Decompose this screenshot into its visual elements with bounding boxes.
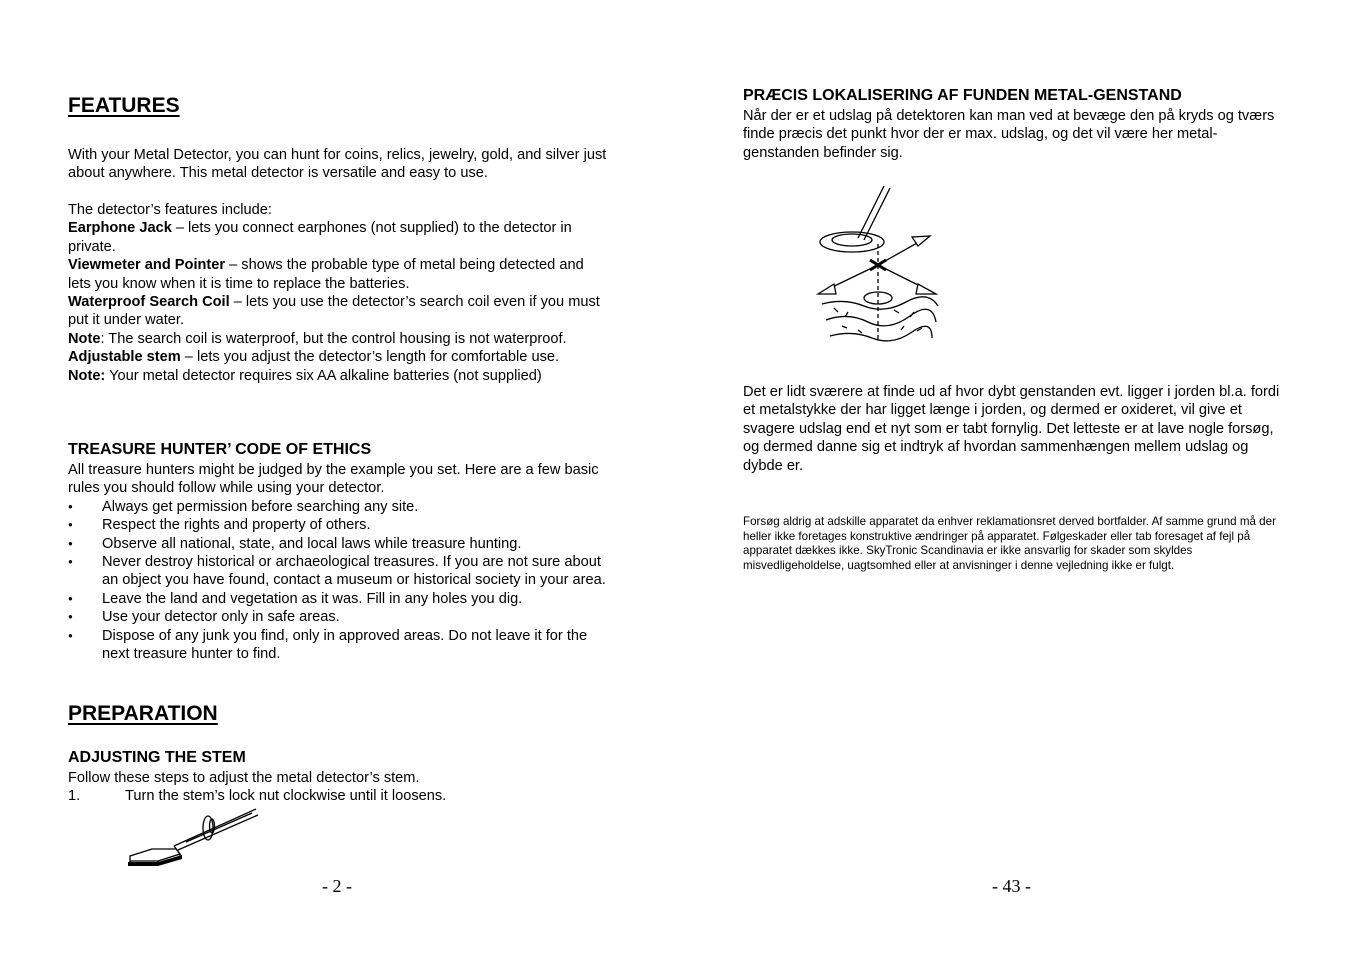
list-item: ● Respect the rights and property of others. [68,516,608,534]
feature-note: Note: Your metal detector requires six AA alkaline batteries (not supplied) [68,367,542,384]
pinpoint-illustration [814,180,944,348]
right-page [676,0,1351,954]
detector-stem-illustration [124,806,264,868]
stem-block [68,769,608,806]
ethics-block [68,461,608,663]
stem-intro: Follow these steps to adjust the metal detector’s stem. [68,770,420,786]
feature-item: Earphone Jack – lets you connect earphones (not supplied) to the detector in private. [68,220,572,255]
features-heading: FEATURES [68,94,180,117]
features-intro: With your Metal Detector, you can hunt for coins, relics, jewelry, gold, and silver just about anywhere. This metal detector is versatile and easy to use. [68,147,607,182]
list-item: ● Dispose of any junk you find, only in approved areas. Do not leave it for the next treasure hunter to find. [68,627,608,664]
step-text: Turn the stem’s lock nut clockwise until it loosens. [125,788,447,805]
list-item: ● Always get permission before searching any site. [68,498,608,516]
list-item: ● Observe all national, state, and local laws while treasure hunting. [68,535,608,553]
step-item [68,787,608,805]
list-item: ● Use your detector only in safe areas. [68,608,608,626]
step-number: 1. [68,788,81,805]
features-block [68,201,608,385]
page-number: - 2 - [322,876,352,896]
feature-item: Waterproof Search Coil – lets you use the detector’s search coil even if you must put it under water. [68,294,600,329]
feature-note: Note: The search coil is waterproof, but the control housing is not waterproof. [68,330,567,347]
pinpoint-paragraph: Når der er et udslag på detektoren kan man ved at bevæge den på kryds og tværs finde præcis det punkt hvor der er max. udslag, og det vil være her metal-genstanden befinder sig. [743,108,1275,161]
preparation-heading: PREPARATION [68,702,218,725]
feature-item: Adjustable stem – lets you adjust the detector’s length for comfortable use. [68,349,560,366]
list-item: ● Leave the land and vegetation as it was. Fill in any holes you dig. [68,590,608,608]
depth-paragraph: Det er lidt sværere at finde ud af hvor dybt genstanden evt. ligger i jorden bl.a. fordi et metalstykke der har ligget længe i jorden, og dermed er oxideret, vil give et svagere udslag end et nyt som er tabt fornylig. Det letteste er at lave nogle forsøg, og dermed danne sig et indtryk af hvordan sammenhængen mellem udslag og dybde er. [743,384,1280,474]
pinpoint-heading: PRÆCIS LOKALISERING AF FUNDEN METAL-GENSTAND [743,87,1182,104]
feature-item: Viewmeter and Pointer – shows the probable type of metal being detected and lets you know when it is time to replace the batteries. [68,257,584,292]
ethics-intro: All treasure hunters might be judged by the example you set. Here are a few basic rules you should follow while using your detector. [68,462,599,497]
stem-heading: ADJUSTING THE STEM [68,749,246,766]
features-lead: The detector’s features include: [68,202,272,218]
ethics-heading: TREASURE HUNTER’ CODE OF ETHICS [68,441,372,458]
list-item: ● Never destroy historical or archaeological treasures. If you are not sure about an object you have found, contact a museum or historical society in your area. [68,553,608,590]
page-number: - 43 - [992,876,1031,896]
ethics-rules-list [68,498,608,664]
disclaimer-paragraph: Forsøg aldrig at adskille apparatet da enhver reklamationsret derved bortfalder. Af samme grund må der heller ikke foretages konstruktive ændringer på apparatet. Følgeskader eller tab foresaget af fejl på apparatet dækkes ikke. SkyTronic Scandinavia er ikke ansvarlig for skader som skyldes misvedligeholdelse, uagtsomhed eller at anvisninger i denne vejledning ikke er fulgt. [743,515,1276,573]
